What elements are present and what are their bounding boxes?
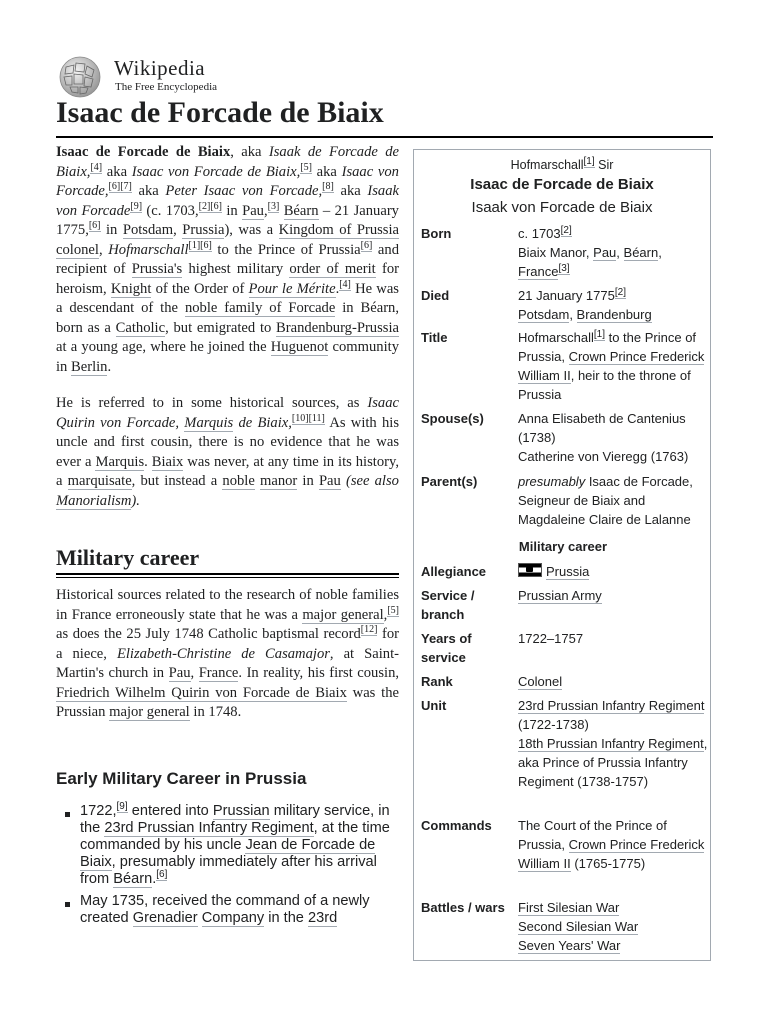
- wikipedia-wordmark[interactable]: Wikipedia: [114, 56, 206, 80]
- link-major-general-2[interactable]: major general: [109, 704, 190, 720]
- infobox-row-born: Born c. 1703[2] Biaix Manor, Pau, Béarn, France[3]: [421, 224, 662, 279]
- ref-link[interactable]: [3]: [558, 262, 570, 274]
- subject-name: Isaac de Forcade de Biaix: [56, 144, 231, 160]
- link-marquis[interactable]: Marquis: [184, 414, 234, 431]
- paragraph-3: Historical sources related to the research of noble families in France erroneously state that he was a major general,[5] as does the 25 July 1748 Catholic baptismal record[12] for a niece, Elizabeth-Christine de Casamajor, at Saint-Martin's church in Pau, France. In reality, his first cousin, Friedrich Wilhelm Quirin von Forcade de Biaix was the Prussian major general in 1748.: [56, 587, 400, 720]
- ref-link[interactable]: [10][11]: [291, 412, 325, 424]
- link-crown-prince[interactable]: Crown Prince Frederick William II: [518, 349, 705, 383]
- paragraph-2: He is referred to in some historical sources, as Isaac Quirin von Forcade, Marquis de Biaix,[10][11] As with his uncle and first cousin, there is no evidence that he was ever a Marquis. Biaix was never, at any time in its history, a marquisate, but instead a noble manor in Pau (see also Manorialism).: [56, 395, 399, 509]
- ref-link[interactable]: [1][6]: [188, 239, 212, 251]
- link-france[interactable]: France: [198, 665, 239, 681]
- section-divider-thin: [56, 577, 399, 578]
- link-order-of-merit[interactable]: order of merit: [289, 261, 376, 277]
- ref-link[interactable]: [2]: [614, 286, 626, 298]
- link-prussia[interactable]: Prussia: [182, 222, 225, 238]
- link-brandenburg-prussia[interactable]: Brandenburg-Prussia: [276, 319, 399, 336]
- site-header: [56, 52, 356, 102]
- infobox-title: Hofmarschall[1] Sir Isaac de Forcade de Biaix Isaak von Forcade de Biaix: [414, 150, 710, 216]
- link-marquis-2[interactable]: Marquis: [95, 453, 145, 470]
- link-potsdam-infobox[interactable]: Potsdam: [518, 307, 570, 322]
- link-huguenot[interactable]: Huguenot: [270, 339, 329, 355]
- ref-link[interactable]: [4]: [90, 161, 103, 173]
- link-noble-family[interactable]: noble family of Forcade: [184, 300, 336, 316]
- link-france-infobox[interactable]: France: [518, 264, 559, 279]
- ref-link[interactable]: [2][6]: [198, 200, 222, 212]
- link-catholic[interactable]: Catholic: [115, 319, 166, 336]
- infobox: Hofmarschall[1] Sir Isaac de Forcade de Biaix Isaak von Forcade de Biaix Born c. 1703[2] Biaix Manor, Pau, Béarn, France[3] Died 21 January 1775[2] Potsdam, Brandenburg Title Hofmarschall[1] to the Prince of Prussia, Crown Prince Frederick William II, heir to the throne of Prussia Spouse(s) Anna Elisabeth de Cantenius (1738) Catherine von Vieregg (1763) Parent(s) presumably Isaac de Forcade, Seigneur de Biaix and Magdaleine Claire de Lalanne Military career Allegiance Prussia Service / branch Prussian Army Years of service 1722–1757 Rank Colonel Unit 23rd Prussian Infantry Regiment (1722-1738) 18th Prussian Infantry Regiment, aka Prince of Prussia Infantry Regiment (1738-1757) Commands The Court of the Prince of Prussia, Crown Prince Frederick William II (1765-1775) Battles / wars First Silesian War Second Silesian War Seven Years' War: [413, 149, 711, 961]
- link-marquisate[interactable]: marquisate: [67, 473, 132, 489]
- page-title: Isaac de Forcade de Biaix: [56, 96, 384, 129]
- wikipedia-tagline: The Free Encyclopedia: [115, 81, 218, 93]
- ref-link[interactable]: [3]: [267, 200, 280, 212]
- link-brandenburg-infobox[interactable]: Brandenburg: [576, 307, 652, 322]
- link-colonel-infobox[interactable]: Colonel: [518, 674, 563, 689]
- link-friedrich-wilhelm[interactable]: Friedrich Wilhelm Quirin von Forcade de Biaix: [56, 684, 347, 701]
- ref-link[interactable]: [9]: [130, 200, 143, 212]
- ref-link[interactable]: [2]: [560, 224, 572, 236]
- ref-link[interactable]: [8]: [322, 181, 334, 193]
- section-heading-military-career: Military career: [56, 545, 200, 570]
- link-23rd-infobox[interactable]: 23rd Prussian Infantry Regiment: [518, 698, 705, 713]
- ref-link[interactable]: [1]: [583, 155, 595, 167]
- ref-link[interactable]: [12]: [360, 624, 378, 636]
- ref-link[interactable]: [6]: [360, 239, 373, 251]
- link-pau-2[interactable]: Pau: [318, 473, 341, 489]
- link-bearn-infobox[interactable]: Béarn: [623, 245, 659, 260]
- link-kingdom-of-prussia[interactable]: Kingdom of Prussia: [278, 222, 399, 238]
- link-bearn-2[interactable]: Béarn: [113, 871, 153, 887]
- ref-link[interactable]: [4]: [339, 278, 351, 290]
- link-bearn[interactable]: Béarn: [283, 202, 319, 219]
- ref-link[interactable]: [5]: [300, 161, 312, 173]
- link-seven-years-war[interactable]: Seven Years' War: [518, 938, 621, 953]
- link-pau-3[interactable]: Pau: [168, 665, 191, 681]
- link-jean-de-forcade[interactable]: Jean de Forcade de Biaix: [80, 837, 376, 870]
- lead-paragraph: Isaac de Forcade de Biaix, aka Isaak de Forcade de Biaix,[4] aka Isaac von Forcade de Biaix,[5] aka Isaac von Forcade,[6][7] aka Peter Isaac von Forcade,[8] aka Isaak von Forcade[9] (c. 1703,[2][6] in Pau,[3] Béarn – 21 January 1775,[6] in Potsdam, Prussia), was a Kingdom of Prussia colonel, Hofmarschall[1][6] to the Prince of Prussia[6] and recipient of Prussia's highest military order of merit for heroism, Knight of the Order of Pour le Mérite.[4] He was a descendant of the noble family of Forcade in Béarn, born as a Catholic, but emigrated to Brandenburg-Prussia at a young age, where he joined the Huguenot community in Berlin.: [56, 144, 400, 375]
- link-pour-le-merite[interactable]: Pour le Mérite: [248, 280, 336, 297]
- ref-link[interactable]: [9]: [116, 801, 128, 813]
- career-list: [56, 803, 399, 932]
- link-second-silesian-war[interactable]: Second Silesian War: [518, 919, 639, 934]
- link-berlin[interactable]: Berlin: [71, 358, 108, 375]
- link-noble[interactable]: noble: [222, 473, 255, 489]
- infobox-military-header: Military career: [518, 539, 608, 554]
- subsection-heading-early-career: Early Military Career in Prussia: [56, 769, 307, 788]
- link-prussia-allegiance[interactable]: Prussia: [546, 564, 590, 579]
- title-divider: [56, 136, 713, 138]
- link-knight[interactable]: Knight: [110, 280, 152, 297]
- wikipedia-globe-icon[interactable]: [56, 55, 104, 99]
- list-item: May 1735, received the command of a newly created Grenadier Company in the 23rd: [80, 893, 399, 927]
- ref-link[interactable]: [6]: [88, 220, 101, 232]
- link-pau-infobox[interactable]: Pau: [593, 245, 617, 260]
- ref-link[interactable]: [1]: [593, 328, 605, 340]
- link-colonel[interactable]: colonel: [56, 241, 99, 258]
- ref-link[interactable]: [6][7]: [108, 181, 132, 193]
- infobox-native-name: Isaak von Forcade de Biaix: [471, 199, 653, 216]
- infobox-name: Isaac de Forcade de Biaix: [470, 176, 654, 193]
- list-item: 1722,[9] entered into Prussian military service, in the 23rd Prussian Infantry Regiment, at the time commanded by his uncle Jean de Forcade de Biaix, presumably immediately after his arrival from Béarn.[6]: [80, 803, 399, 888]
- link-prussian-army[interactable]: Prussian Army: [518, 588, 602, 603]
- link-company[interactable]: Company: [201, 910, 265, 926]
- link-manor[interactable]: manor: [259, 473, 298, 489]
- link-first-silesian-war[interactable]: First Silesian War: [518, 900, 620, 915]
- link-prussian[interactable]: Prussian: [212, 803, 270, 819]
- link-biaix[interactable]: Biaix: [151, 453, 184, 470]
- link-pau[interactable]: Pau: [242, 202, 264, 219]
- link-potsdam[interactable]: Potsdam: [122, 222, 174, 238]
- link-major-general[interactable]: major general: [302, 606, 384, 623]
- link-crown-prince-2[interactable]: Crown Prince Frederick William II: [518, 837, 705, 871]
- section-divider: [56, 573, 399, 575]
- link-grenadier[interactable]: Grenadier: [132, 910, 198, 926]
- link-23rd[interactable]: 23rd: [307, 910, 338, 926]
- link-23rd-regiment[interactable]: 23rd Prussian Infantry Regiment: [104, 820, 314, 836]
- ref-link[interactable]: [6]: [156, 869, 168, 881]
- ref-link[interactable]: [5]: [387, 604, 399, 616]
- link-18th-infobox[interactable]: 18th Prussian Infantry Regiment: [518, 736, 704, 751]
- prussia-flag-icon: [518, 563, 542, 577]
- link-manorialism[interactable]: Manorialism: [56, 492, 132, 509]
- link-prussias[interactable]: Prussia's: [131, 261, 183, 277]
